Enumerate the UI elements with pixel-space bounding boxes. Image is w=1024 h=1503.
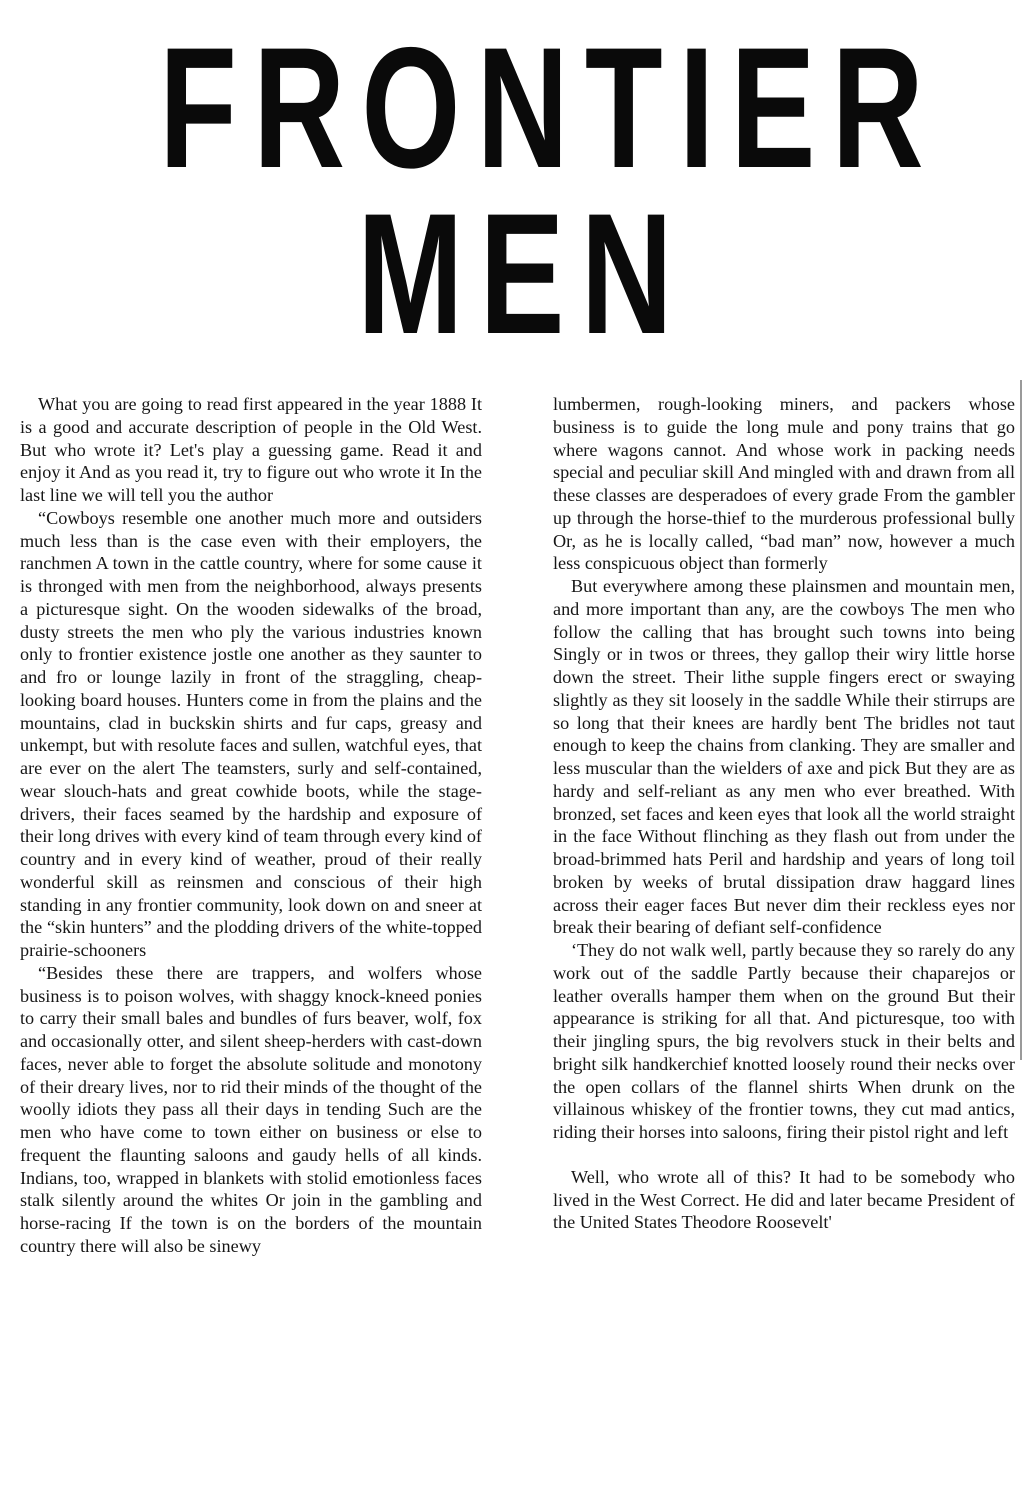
title-line-frontier xyxy=(0,12,1024,204)
page-edge-rule xyxy=(1020,380,1022,1060)
article-paragraph: ‘They do not walk well, partly because they so rarely do any work out of the saddle Partly because their chaparejos or leather overalls hamper them when on the ground But their appearance is striking for all that. And picturesque, too with their jingling spurs, the big revolvers stuck in their belts and bright silk handkerchief knotted loosely round their necks over the open collars of the flannel shirts When drunk on the villainous whiskey of the frontier towns, they cut mad antics, riding their horses into saloons, firing their pistol right and left xyxy=(553,940,1015,1142)
answer-paragraph: Well, who wrote all of this? It had to be somebody who lived in the West Correct. He did and later became President of the United States Theodore Roosevelt' xyxy=(553,1166,1015,1233)
intro-paragraph: What you are going to read first appeared in the year 1888 It is a good and accurate description of people in the Old West. But who wrote it? Let's play a guessing game. Read it and enjoy it And as you read it, try to figure out who wrote it In the last line we will tell you the author xyxy=(20,394,482,505)
title-text-men: MEN xyxy=(357,178,689,370)
right-column xyxy=(553,393,1015,1234)
title-text-frontier: FRONTIER xyxy=(159,12,940,204)
article-paragraph: “Besides these there are trappers, and wolfers whose business is to poison wolves, with shaggy knock-kneed ponies to carry their small bales and bundles of furs beaver, wolf, fox and occasionally otter, and silent sheep-herders with cast-down faces, never able to forget the absolute solitude and monotony of their dreary lives, nor to rid their minds of the thought of the woolly idiots they pass all their days in tending Such are the men who have come to town either on business or else to frequent the flaunting saloons and gaudy hells of all kinds. Indians, too, wrapped in blankets with stolid emotionless faces stalk silently around the whites Or join in the gambling and horse-racing If the town is on the borders of the mountain country there will also be sinewy xyxy=(20,962,482,1256)
title-line-men xyxy=(0,178,1024,370)
article-paragraph: “Cowboys resemble one another much more and outsiders much less than is the case even with their employers, the ranchmen A town in the cattle country, where for some cause it is thronged with men from the neighborhood, always presents a picturesque sight. On the wooden sidewalks of the broad, dusty streets the men who ply the various industries known only to frontier existence jostle one another as they saunter to and fro or lounge lazily in front of the straggling, cheap-looking board houses. Hunters come in from the plains and the mountains, clad in buckskin shirts and fur caps, greasy and unkempt, but with resolute faces and sullen, watchful eyes, that are ever on the alert The teamsters, surly and self-contained, wear slouch-hats and great cowhide boots, while the stage-drivers, their faces seamed by the hardship and exposure of their long drives with every kind of team through every kind of country and in every kind of weather, proud of their really wonderful skill as reinsmen and conscious of their high standing in any frontier community, look down on and sneer at the “skin hunters” and the plodding drivers of the white-topped prairie-schooners xyxy=(20,507,482,960)
article-paragraph: But everywhere among these plainsmen and mountain men, and more important than any, are the cowboys The men who follow the calling that has brought such towns into being Singly or in twos or threes, they gallop their wiry little horse down the street. Their lithe supple fingers erect or swaying slightly as they sit loosely in the saddle While their stirrups are so long that their knees are hardly bent The bridles not taut enough to keep the chains from clanking. They are smaller and less muscular than the wielders of axe and pick But they are as hardy and self-reliant as any men who ever breathed. With bronzed, set faces and keen eyes that look all the world straight in the face Without flinching as they flash out from under the broad-brimmed hats Peril and hardship and years of long toil broken by weeks of brutal dissipation draw haggard lines across their eager faces But never dim their reckless eyes nor break their bearing of defiant self-confidence xyxy=(553,576,1015,938)
left-column xyxy=(20,393,482,1258)
article-paragraph: lumbermen, rough-looking miners, and packers whose business is to guide the long mule and pony trains that go where wagons cannot. And whose work in packing needs special and peculiar skill And mingled with and drawn from all these classes are desperadoes of every grade From the gambler up through the horse-thief to the murderous professional bully Or, as he is locally called, “bad man” now, however a much less conspicuous object than formerly xyxy=(553,394,1015,574)
